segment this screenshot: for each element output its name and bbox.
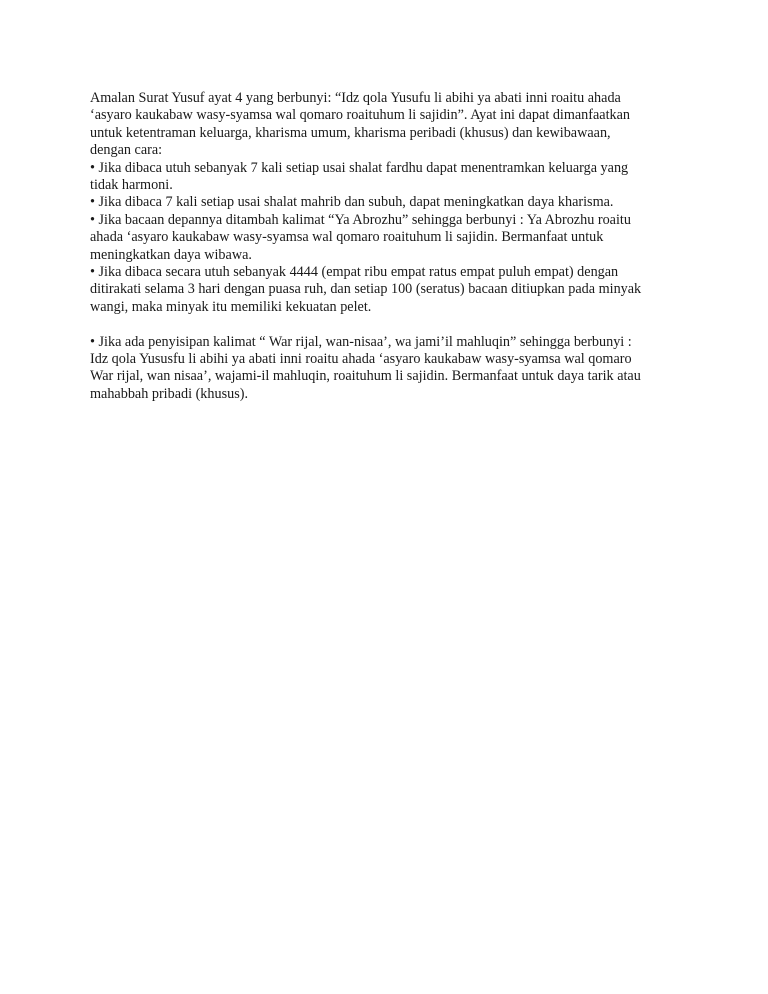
paragraph-intro-line: Amalan Surat Yusuf ayat 4 yang berbunyi: “Idz qola Yusufu li abihi ya abati inni roaitu ahada: [90, 90, 621, 106]
bullet-item-line: ditirakati selama 3 hari dengan puasa ruh, dan setiap 100 (seratus) bacaan ditiupkan pada minyak: [90, 281, 642, 298]
bullet-item-line: ahada ‘asyaro kaukabaw wasy-syamsa wal qomaro roaituhum li sajidin. Bermanfaat untuk: [90, 229, 604, 246]
bullet-item-line: • Jika dibaca secara utuh sebanyak 4444 (empat ribu empat ratus empat puluh empat) dengan: [90, 264, 619, 281]
bullet-item-line: wangi, maka minyak itu memiliki kekuatan pelet.: [90, 298, 372, 315]
paragraph-intro-line: dengan cara:: [90, 142, 163, 159]
bullet-item-line: mahabbah pribadi (khusus).: [90, 385, 248, 402]
paragraph-intro-line: ‘asyaro kaukabaw wasy-syamsa wal qomaro roaituhum li sajidin”. Ayat ini dapat dimanfaatkan: [90, 107, 631, 124]
bullet-item-line: Idz qola Yususfu li abihi ya abati inni roaitu ahada ‘asyaro kaukabaw wasy-syamsa wal qomaro: [90, 351, 632, 368]
bullet-item-line: meningkatkan daya wibawa.: [90, 246, 252, 263]
bullet-item-line: • Jika ada penyisipan kalimat “ War rijal, wan-nisaa’, wa jami’il mahluqin” sehingga berbunyi :: [90, 333, 632, 350]
bullet-item-line: • Jika dibaca 7 kali setiap usai shalat mahrib dan subuh, dapat meningkatkan daya kharisma.: [90, 194, 614, 211]
paragraph-spacer: [90, 316, 690, 333]
bullet-item-line: tidak harmoni.: [90, 177, 173, 194]
bullet-item-line: • Jika dibaca utuh sebanyak 7 kali setiap usai shalat fardhu dapat menentramkan keluarga yang: [90, 159, 629, 176]
bullet-item-line: • Jika bacaan depannya ditambah kalimat “Ya Abrozhu” sehingga berbunyi : Ya Abrozhu roaitu: [90, 211, 631, 228]
document-body: [90, 90, 690, 403]
bullet-item-line: War rijal, wan nisaa’, wajami-il mahluqin, roaituhum li sajidin. Bermanfaat untuk daya tarik atau: [90, 368, 641, 385]
paragraph-intro-line: untuk ketentraman keluarga, kharisma umum, kharisma peribadi (khusus) dan kewibawaan,: [90, 124, 611, 141]
